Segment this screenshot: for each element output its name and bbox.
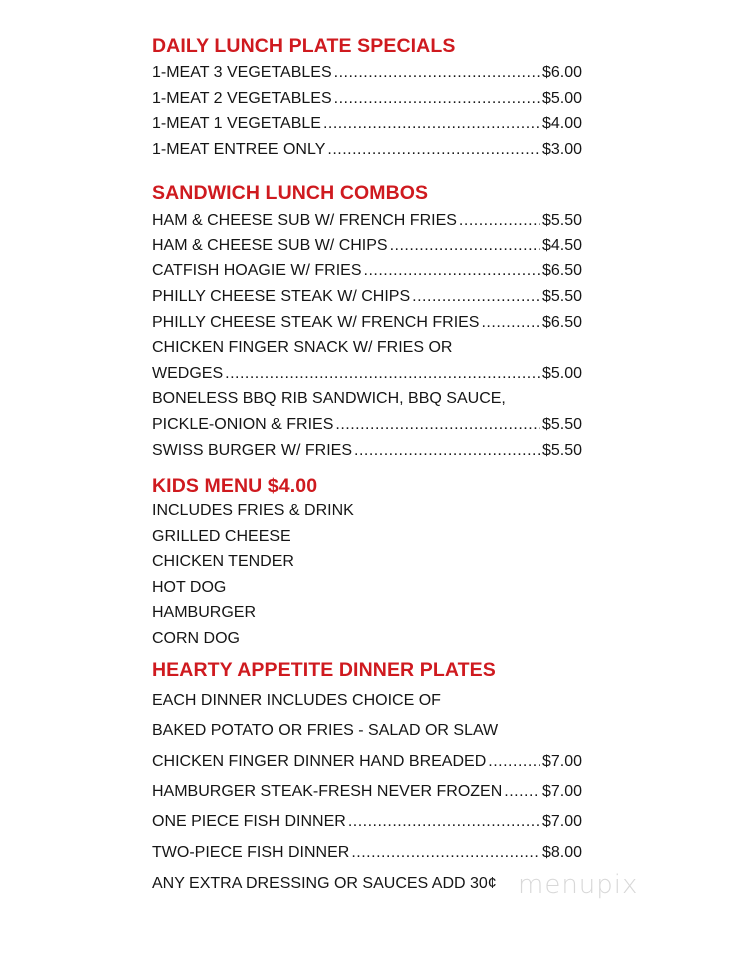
item-price: $7.00 xyxy=(541,813,582,830)
kids-line: HOT DOG xyxy=(152,579,227,596)
menu-item xyxy=(152,782,582,802)
dot-leader xyxy=(334,63,540,83)
dot-leader xyxy=(334,89,540,109)
dot-leader xyxy=(488,752,540,772)
menu-item xyxy=(152,261,582,281)
kids-line: CHICKEN TENDER xyxy=(152,553,294,570)
item-name: 1-MEAT 1 VEGETABLE xyxy=(152,115,321,132)
item-name: WEDGES xyxy=(152,365,224,382)
item-name: SWISS BURGER W/ FRIES xyxy=(152,442,353,459)
menu-item xyxy=(152,89,582,109)
dinner-intro: BAKED POTATO OR FRIES - SALAD OR SLAW xyxy=(152,722,499,739)
item-price: $8.00 xyxy=(541,844,582,861)
item-name: PHILLY CHEESE STEAK W/ FRENCH FRIES xyxy=(152,314,480,331)
menu-item xyxy=(152,236,582,256)
item-name: PICKLE-ONION & FRIES xyxy=(152,416,334,433)
item-price: $5.00 xyxy=(541,365,582,382)
kids-line: INCLUDES FRIES & DRINK xyxy=(152,502,354,519)
dot-leader xyxy=(335,415,540,435)
item-price: $6.50 xyxy=(541,314,582,331)
item-name-line1: CHICKEN FINGER SNACK W/ FRIES OR xyxy=(152,339,453,356)
dot-leader xyxy=(354,441,540,461)
dot-leader xyxy=(225,364,540,384)
item-name-line1: BONELESS BBQ RIB SANDWICH, BBQ SAUCE, xyxy=(152,390,506,407)
item-price: $5.50 xyxy=(541,212,582,229)
dot-leader xyxy=(327,140,540,160)
dot-leader xyxy=(481,313,539,333)
item-price: $5.00 xyxy=(541,90,582,107)
item-name: 1-MEAT ENTREE ONLY xyxy=(152,141,326,158)
dot-leader xyxy=(412,287,540,307)
item-price: $7.00 xyxy=(541,753,582,770)
menu-item xyxy=(152,843,582,863)
menu-item xyxy=(152,287,582,307)
kids-line: CORN DOG xyxy=(152,630,240,647)
extra-sauce-note: ANY EXTRA DRESSING OR SAUCES ADD 30¢ xyxy=(152,875,497,892)
section-title-dinner-plates: HEARTY APPETITE DINNER PLATES xyxy=(152,659,496,681)
section-title-sandwich-combos: SANDWICH LUNCH COMBOS xyxy=(152,182,429,204)
item-price: $4.00 xyxy=(541,115,582,132)
item-name: PHILLY CHEESE STEAK W/ CHIPS xyxy=(152,288,411,305)
menu-item xyxy=(152,63,582,83)
item-name: ONE PIECE FISH DINNER xyxy=(152,813,346,830)
item-price: $6.50 xyxy=(541,262,582,279)
section-title-daily-lunch: DAILY LUNCH PLATE SPECIALS xyxy=(152,35,456,57)
item-price: $6.00 xyxy=(541,64,582,81)
item-name: 1-MEAT 2 VEGETABLES xyxy=(152,90,332,107)
menu-item xyxy=(152,140,582,160)
item-price: $5.50 xyxy=(541,288,582,305)
dot-leader xyxy=(504,782,540,802)
menu-item xyxy=(152,364,582,384)
menu-item xyxy=(152,812,582,832)
item-name: 1-MEAT 3 VEGETABLES xyxy=(152,64,332,81)
dot-leader xyxy=(351,843,540,863)
watermark: menupix xyxy=(518,870,639,900)
dot-leader xyxy=(390,236,540,256)
section-title-kids-menu: KIDS MENU $4.00 xyxy=(152,475,318,497)
item-name: CHICKEN FINGER DINNER HAND BREADED xyxy=(152,753,487,770)
item-name: TWO-PIECE FISH DINNER xyxy=(152,844,350,861)
dot-leader xyxy=(348,812,540,832)
menu-item xyxy=(152,114,582,134)
menu-item xyxy=(152,752,582,772)
item-price: $4.50 xyxy=(541,237,582,254)
item-name: CATFISH HOAGIE W/ FRIES xyxy=(152,262,362,279)
item-name: HAM & CHEESE SUB W/ CHIPS xyxy=(152,237,388,254)
kids-line: GRILLED CHEESE xyxy=(152,528,291,545)
dot-leader xyxy=(364,261,540,281)
menu-item xyxy=(152,441,582,461)
menu-item xyxy=(152,211,582,231)
menu-item xyxy=(152,415,582,435)
item-price: $5.50 xyxy=(541,442,582,459)
kids-line: HAMBURGER xyxy=(152,604,257,621)
dot-leader xyxy=(323,114,540,134)
dot-leader xyxy=(459,211,540,231)
item-name: HAMBURGER STEAK-FRESH NEVER FROZEN xyxy=(152,783,503,800)
item-price: $5.50 xyxy=(541,416,582,433)
item-price: $3.00 xyxy=(541,141,582,158)
menu-item xyxy=(152,313,582,333)
item-name: HAM & CHEESE SUB W/ FRENCH FRIES xyxy=(152,212,457,229)
dinner-intro: EACH DINNER INCLUDES CHOICE OF xyxy=(152,692,441,709)
item-price: $7.00 xyxy=(541,783,582,800)
